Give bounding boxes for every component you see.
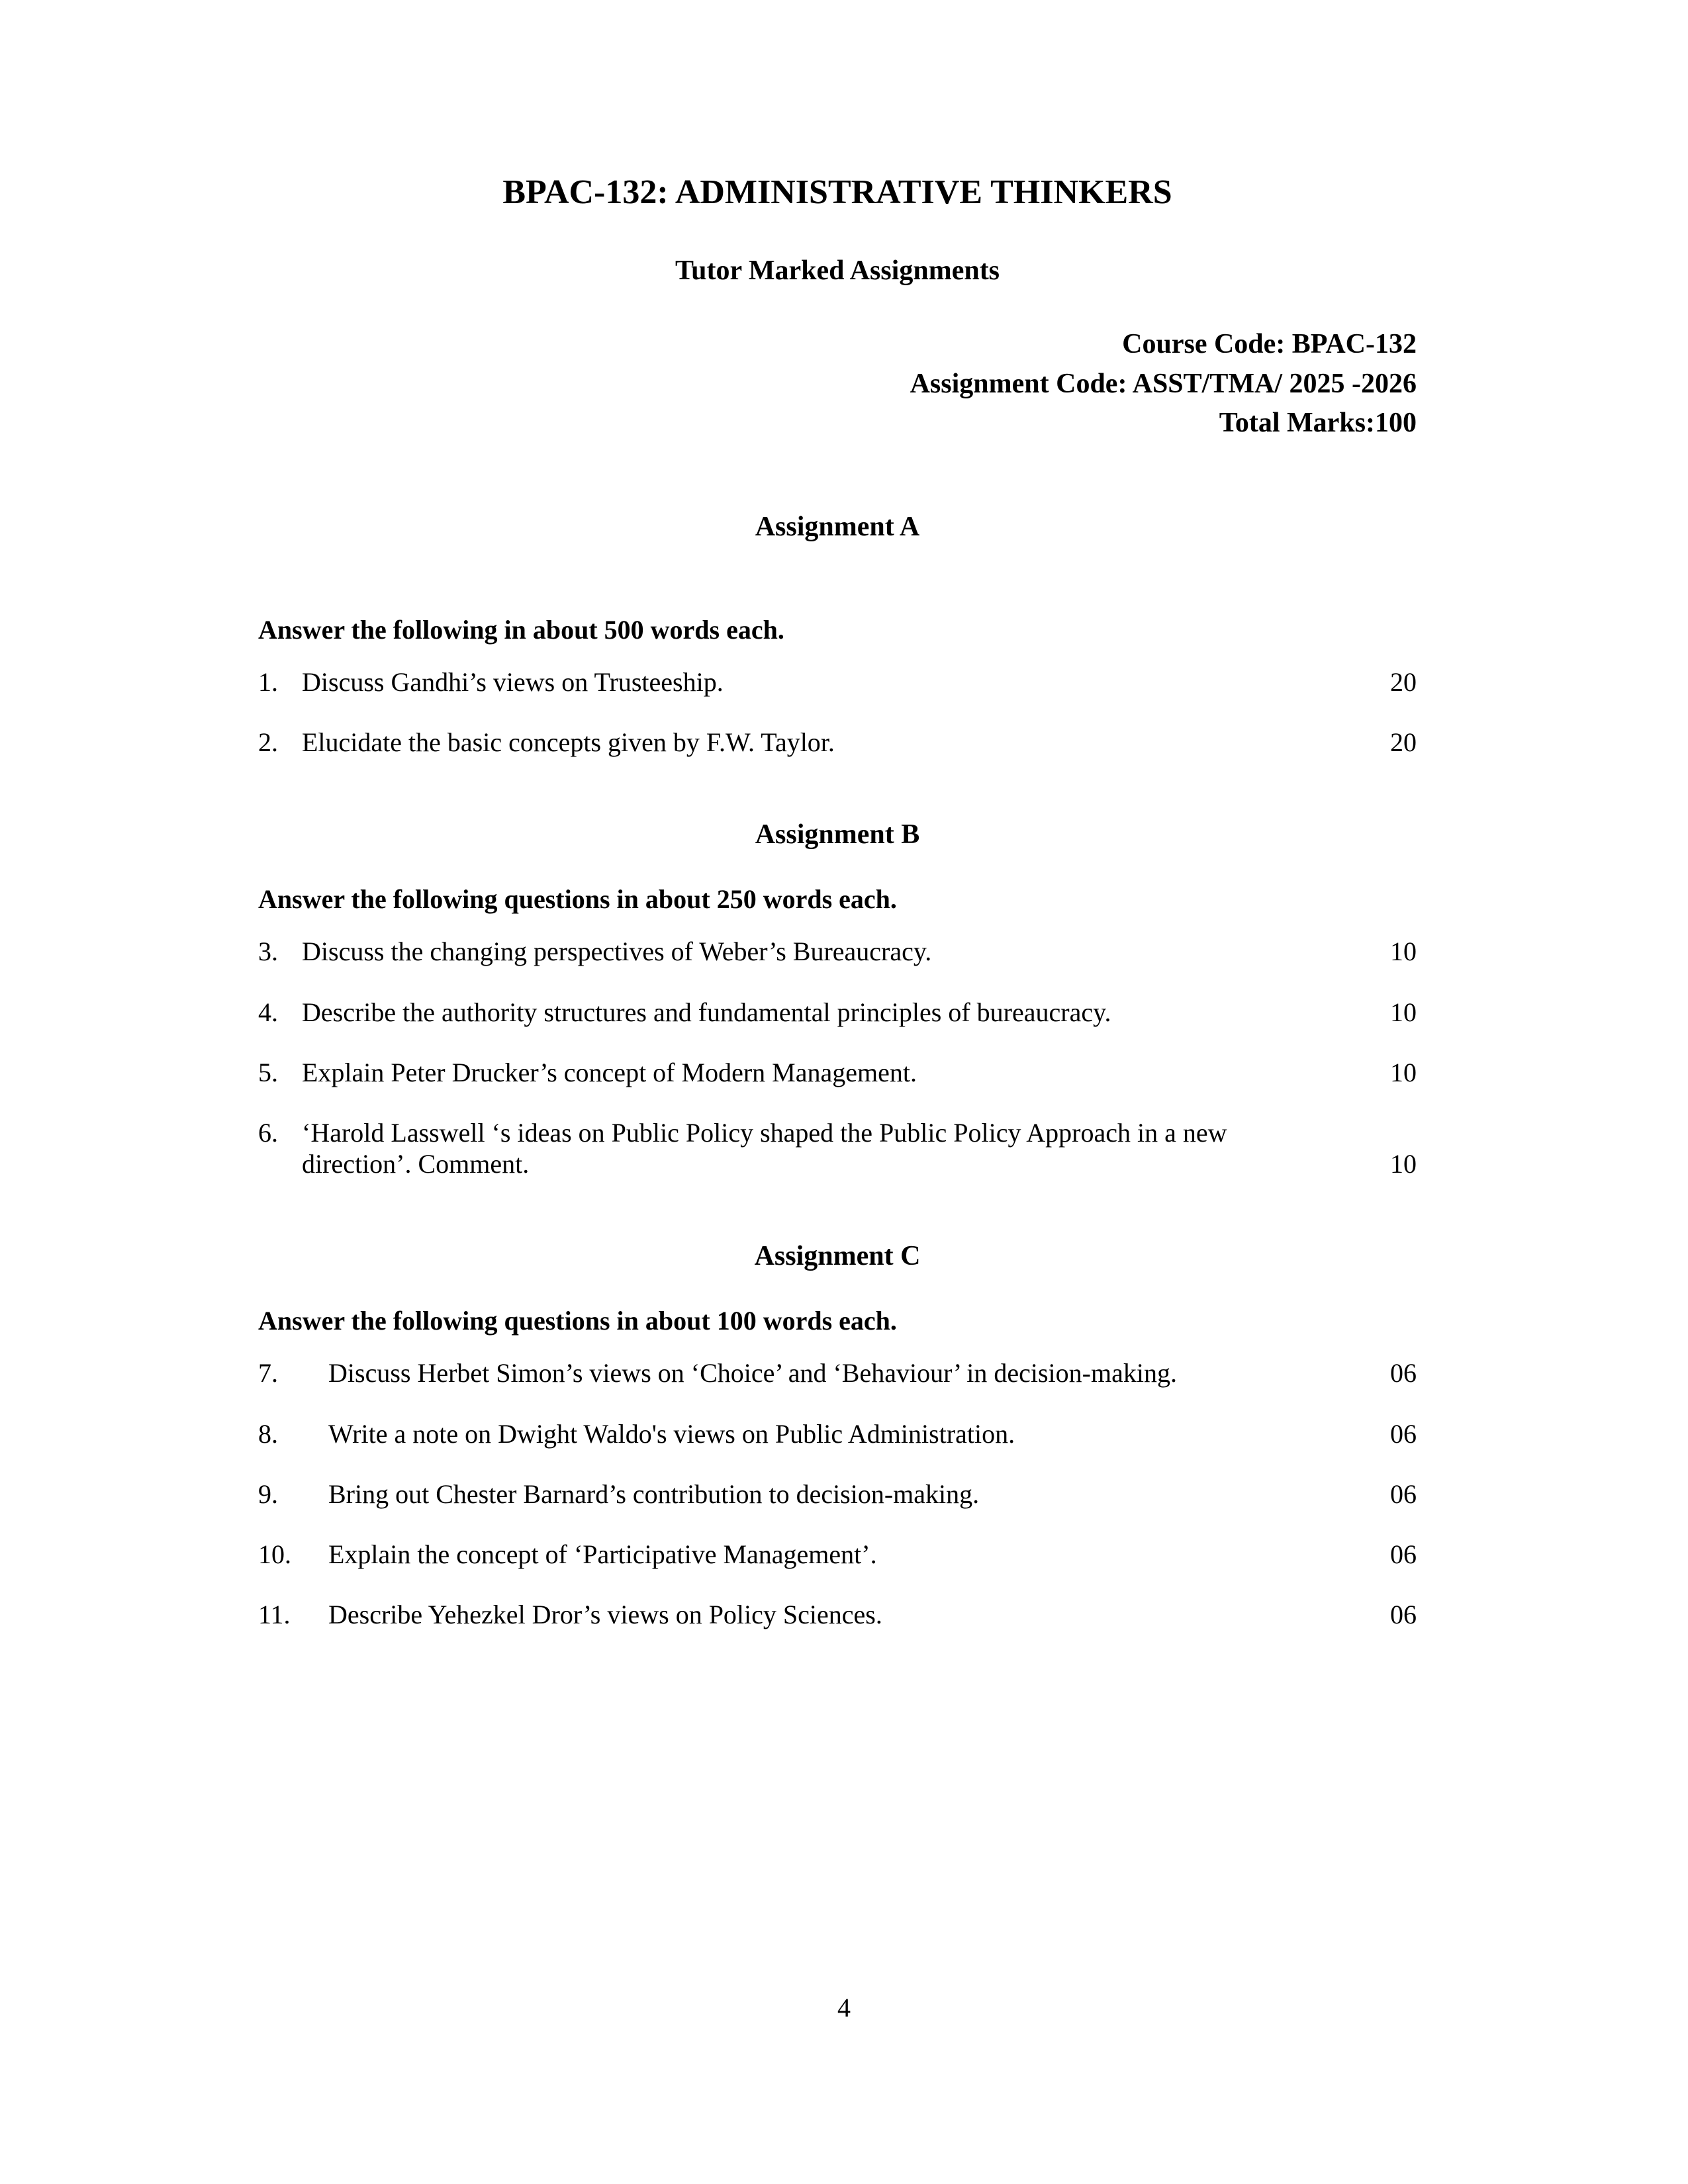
- question-row: [258, 1357, 1417, 1388]
- document-subtitle: Tutor Marked Assignments: [675, 255, 1000, 287]
- question-marks: 10: [1390, 997, 1417, 1027]
- question-number: 8.: [258, 1418, 278, 1449]
- question-number: 6.: [258, 1118, 278, 1148]
- section-instruction-a: Answer the following in about 500 words each.: [258, 615, 784, 645]
- question-number: 3.: [258, 936, 278, 967]
- meta-total-marks: Total Marks:100: [1219, 408, 1417, 439]
- question-marks: 20: [1390, 667, 1417, 698]
- question-marks: 06: [1390, 1539, 1417, 1569]
- question-text: Discuss Gandhi’s views on Trusteeship.: [302, 667, 724, 698]
- question-text: ‘Harold Lasswell ‘s ideas on Public Policy shaped the Public Policy Approach in a new direction’. Comment.: [302, 1118, 1227, 1179]
- question-row: [258, 727, 1417, 758]
- question-row: [258, 1539, 1417, 1570]
- question-text: Discuss the changing perspectives of Weber’s Bureaucracy.: [302, 936, 932, 967]
- question-text: Explain the concept of ‘Participative Management’.: [328, 1539, 877, 1569]
- question-text: Bring out Chester Barnard’s contribution to decision-making.: [328, 1479, 980, 1509]
- question-text: Elucidate the basic concepts given by F.W. Taylor.: [302, 727, 835, 758]
- page-number: 4: [837, 1993, 851, 2023]
- question-marks: 10: [1390, 1149, 1417, 1179]
- section-instruction-c: Answer the following questions in about 100 words each.: [258, 1306, 897, 1336]
- section-heading-b: Assignment B: [755, 819, 920, 850]
- question-row: [258, 666, 1417, 698]
- document-title: BPAC-132: ADMINISTRATIVE THINKERS: [502, 173, 1172, 211]
- question-text: Describe the authority structures and fundamental principles of bureaucracy.: [302, 997, 1111, 1027]
- section-instruction-b: Answer the following questions in about 250 words each.: [258, 884, 897, 915]
- section-heading-a: Assignment A: [755, 512, 920, 543]
- question-marks: 06: [1390, 1479, 1417, 1509]
- question-row: [258, 997, 1417, 1028]
- question-number: 9.: [258, 1479, 278, 1509]
- question-text: Explain Peter Drucker’s concept of Modern Management.: [302, 1057, 917, 1087]
- question-marks: 06: [1390, 1600, 1417, 1630]
- question-marks: 10: [1390, 1057, 1417, 1087]
- question-number: 4.: [258, 997, 278, 1027]
- meta-block: [258, 325, 1417, 443]
- question-text: Discuss Herbet Simon’s views on ‘Choice’ and ‘Behaviour’ in decision-making.: [328, 1358, 1177, 1388]
- question-row: [258, 1479, 1417, 1510]
- question-row: [258, 1117, 1417, 1179]
- meta-course-code: Course Code: BPAC-132: [1122, 329, 1417, 360]
- meta-assignment-code: Assignment Code: ASST/TMA/ 2025 -2026: [910, 368, 1417, 399]
- question-number: 1.: [258, 667, 278, 698]
- question-marks: 06: [1390, 1418, 1417, 1449]
- question-row: [258, 1418, 1417, 1449]
- section-heading-c: Assignment C: [754, 1241, 921, 1272]
- question-number: 10.: [258, 1539, 291, 1569]
- question-number: 5.: [258, 1057, 278, 1087]
- question-marks: 20: [1390, 727, 1417, 758]
- question-marks: 10: [1390, 936, 1417, 967]
- question-marks: 06: [1390, 1358, 1417, 1388]
- question-text: Write a note on Dwight Waldo's views on Public Administration.: [328, 1418, 1015, 1449]
- question-row: [258, 1599, 1417, 1630]
- question-row: [258, 1057, 1417, 1088]
- question-number: 2.: [258, 727, 278, 758]
- question-number: 11.: [258, 1600, 291, 1630]
- question-text: Describe Yehezkel Dror’s views on Policy Sciences.: [328, 1600, 882, 1630]
- question-number: 7.: [258, 1358, 278, 1388]
- question-row: [258, 936, 1417, 967]
